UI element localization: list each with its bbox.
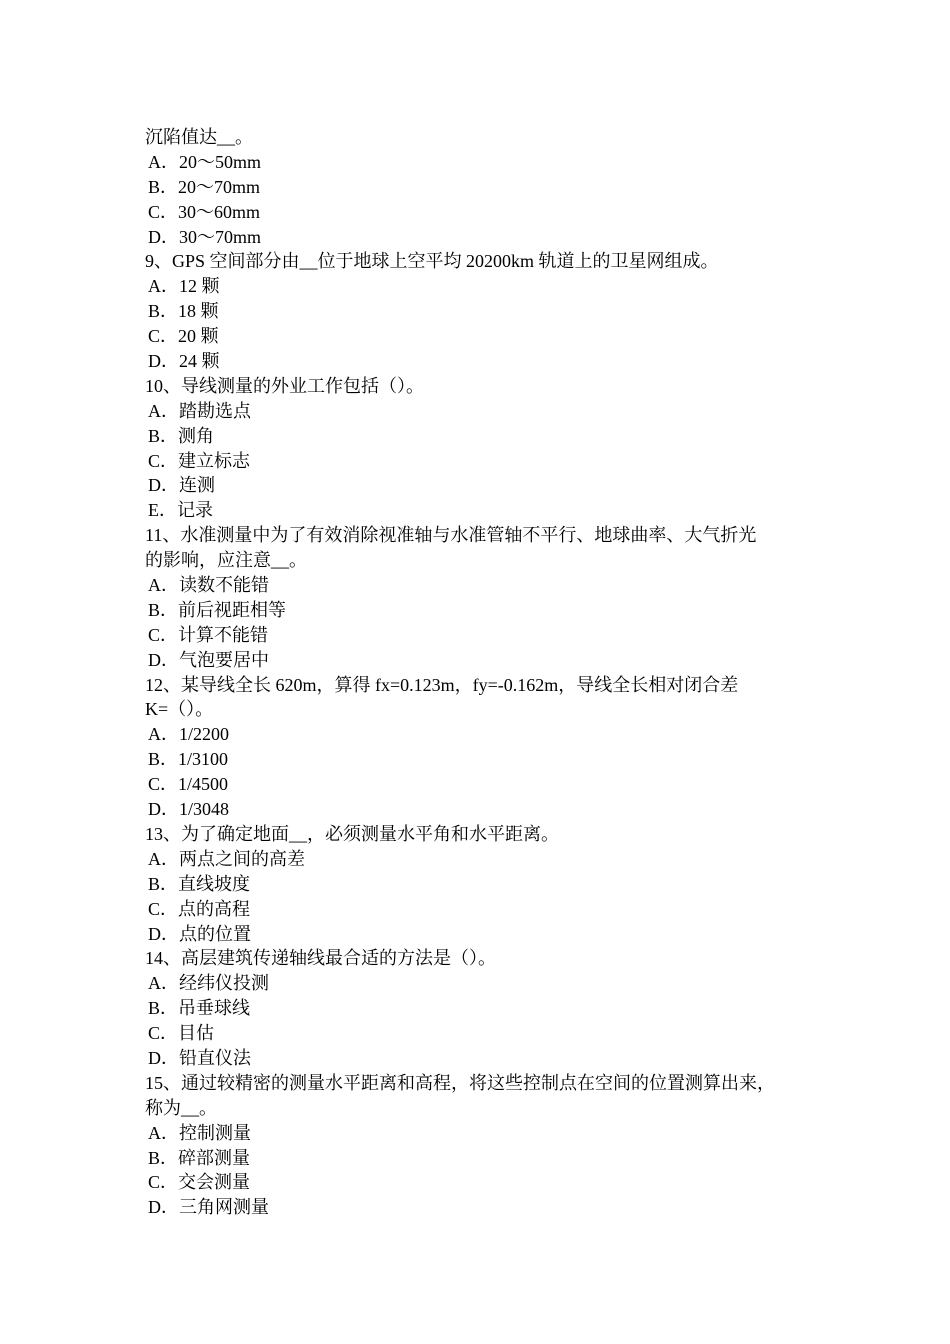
answer-option: D．铅直仪法 bbox=[148, 1047, 251, 1068]
question-text: 沉陷值达__。 bbox=[145, 127, 253, 147]
answer-option: E．记录 bbox=[148, 500, 213, 521]
answer-option: A．20～50mm bbox=[148, 151, 262, 172]
answer-option: B．吊垂球线 bbox=[148, 998, 251, 1019]
question-text: 称为__。 bbox=[145, 1097, 217, 1118]
question-text: 11、水准测量中为了有效消除视准轴与水准管轴不平行、地球曲率、大气折光 bbox=[145, 525, 757, 546]
question-text: 9、GPS 空间部分由__位于地球上空平均 20200km 轨道上的卫星网组成。 bbox=[145, 251, 719, 272]
question-text: 12、某导线全长 620m，算得 fx=0.123m，fy=-0.162m，导线全长相对闭合差 bbox=[145, 674, 739, 695]
answer-option: B．20～70mm bbox=[148, 176, 261, 197]
answer-option: A．1/2200 bbox=[148, 724, 229, 745]
answer-option: C．点的高程 bbox=[148, 898, 251, 919]
question-text: 的影响，应注意__。 bbox=[145, 550, 307, 571]
question-text: 10、导线测量的外业工作包括（）。 bbox=[145, 375, 424, 396]
answer-option: B．前后视距相等 bbox=[148, 599, 287, 620]
answer-option: A．12 颗 bbox=[148, 276, 220, 297]
answer-option: D．气泡要居中 bbox=[148, 649, 269, 670]
answer-option: C．目估 bbox=[148, 1023, 215, 1044]
answer-option: A．读数不能错 bbox=[148, 575, 269, 596]
answer-option: C．计算不能错 bbox=[148, 624, 269, 645]
answer-option: C．1/4500 bbox=[148, 774, 229, 795]
answer-option: A．经纬仪投测 bbox=[148, 973, 269, 994]
answer-option: B．1/3100 bbox=[148, 749, 229, 770]
question-text: K=（）。 bbox=[145, 699, 214, 720]
answer-option: D．点的位置 bbox=[148, 923, 251, 944]
answer-option: C．20 颗 bbox=[148, 326, 219, 347]
answer-option: C．建立标志 bbox=[148, 450, 251, 471]
answer-option: A．控制测量 bbox=[148, 1122, 251, 1143]
question-text: 13、为了确定地面__，必须测量水平角和水平距离。 bbox=[145, 823, 559, 844]
answer-option: B．直线坡度 bbox=[148, 873, 251, 894]
answer-option: D．30～70mm bbox=[148, 226, 262, 247]
answer-option: B．测角 bbox=[148, 425, 215, 446]
answer-option: B．18 颗 bbox=[148, 301, 219, 322]
answer-option: D．三角网测量 bbox=[148, 1197, 269, 1218]
question-text: 14、高层建筑传递轴线最合适的方法是（）。 bbox=[145, 948, 496, 969]
answer-option: D．连测 bbox=[148, 475, 215, 496]
answer-option: C．30～60mm bbox=[148, 201, 261, 222]
answer-option: C．交会测量 bbox=[148, 1172, 251, 1193]
document-page bbox=[145, 125, 825, 1220]
answer-option: D．24 颗 bbox=[148, 351, 220, 372]
question-text: 15、通过较精密的测量水平距离和高程，将这些控制点在空间的位置测算出来， bbox=[145, 1072, 775, 1093]
answer-option: A．两点之间的高差 bbox=[148, 848, 305, 869]
answer-option: B．碎部测量 bbox=[148, 1147, 251, 1168]
answer-option: D．1/3048 bbox=[148, 799, 229, 820]
answer-option: A．踏勘选点 bbox=[148, 400, 251, 421]
